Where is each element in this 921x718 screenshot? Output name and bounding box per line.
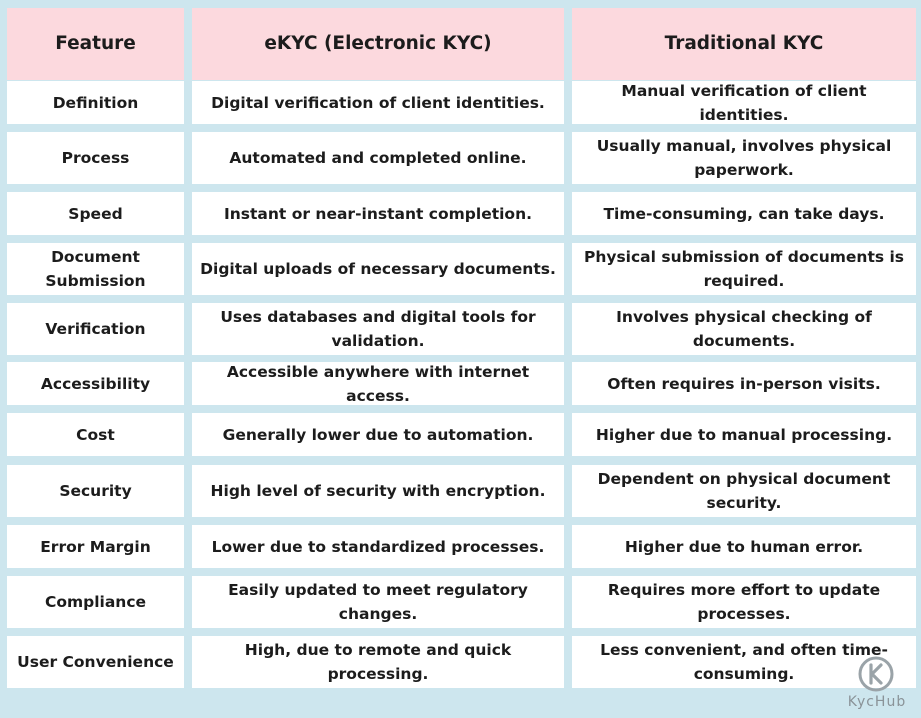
ekyc-cell: Generally lower due to automation.: [192, 413, 564, 456]
header-ekyc: eKYC (Electronic KYC): [192, 8, 564, 80]
traditional-kyc-cell: Often requires in-person visits.: [572, 362, 916, 405]
ekyc-cell: Uses databases and digital tools for validation.: [192, 303, 564, 355]
table-row: [0, 303, 921, 355]
table-row: [0, 465, 921, 517]
kychub-logo: [838, 656, 916, 716]
traditional-kyc-cell: Involves physical checking of documents.: [572, 303, 916, 355]
ekyc-cell: Lower due to standardized processes.: [192, 525, 564, 568]
header-row: [0, 8, 921, 80]
table-row: [0, 636, 921, 688]
table-row: [0, 362, 921, 405]
ekyc-cell: High level of security with encryption.: [192, 465, 564, 517]
feature-cell: Compliance: [7, 576, 184, 628]
table-row: [0, 413, 921, 456]
ekyc-cell: Accessible anywhere with internet access.: [192, 362, 564, 405]
feature-cell: Cost: [7, 413, 184, 456]
feature-cell: Error Margin: [7, 525, 184, 568]
feature-cell: Speed: [7, 192, 184, 235]
feature-cell: User Convenience: [7, 636, 184, 688]
ekyc-cell: Automated and completed online.: [192, 132, 564, 184]
feature-cell: Verification: [7, 303, 184, 355]
traditional-kyc-cell: Physical submission of documents is required.: [572, 243, 916, 295]
feature-cell: Document Submission: [7, 243, 184, 295]
feature-cell: Process: [7, 132, 184, 184]
table-row: [0, 576, 921, 628]
ekyc-cell: High, due to remote and quick processing.: [192, 636, 564, 688]
ekyc-cell: Easily updated to meet regulatory changes.: [192, 576, 564, 628]
header-feature: Feature: [7, 8, 184, 80]
traditional-kyc-cell: Time-consuming, can take days.: [572, 192, 916, 235]
table-row: [0, 81, 921, 124]
table-row: [0, 192, 921, 235]
table-row: [0, 243, 921, 295]
traditional-kyc-cell: Manual verification of client identities.: [572, 81, 916, 124]
feature-cell: Security: [7, 465, 184, 517]
ekyc-cell: Digital uploads of necessary documents.: [192, 243, 564, 295]
header-traditional-kyc: Traditional KYC: [572, 8, 916, 80]
feature-cell: Definition: [7, 81, 184, 124]
ekyc-cell: Digital verification of client identities.: [192, 81, 564, 124]
logo-wordmark: KycHub: [847, 694, 907, 710]
traditional-kyc-cell: Usually manual, involves physical paperwork.: [572, 132, 916, 184]
table-row: [0, 132, 921, 184]
table-row: [0, 525, 921, 568]
traditional-kyc-cell: Higher due to human error.: [572, 525, 916, 568]
traditional-kyc-cell: Higher due to manual processing.: [572, 413, 916, 456]
ekyc-cell: Instant or near-instant completion.: [192, 192, 564, 235]
feature-cell: Accessibility: [7, 362, 184, 405]
traditional-kyc-cell: Requires more effort to update processes.: [572, 576, 916, 628]
traditional-kyc-cell: Dependent on physical document security.: [572, 465, 916, 517]
traditional-kyc-cell: Less convenient, and often time-consuming.: [572, 636, 916, 688]
kychub-k-logo-icon: [858, 656, 894, 692]
